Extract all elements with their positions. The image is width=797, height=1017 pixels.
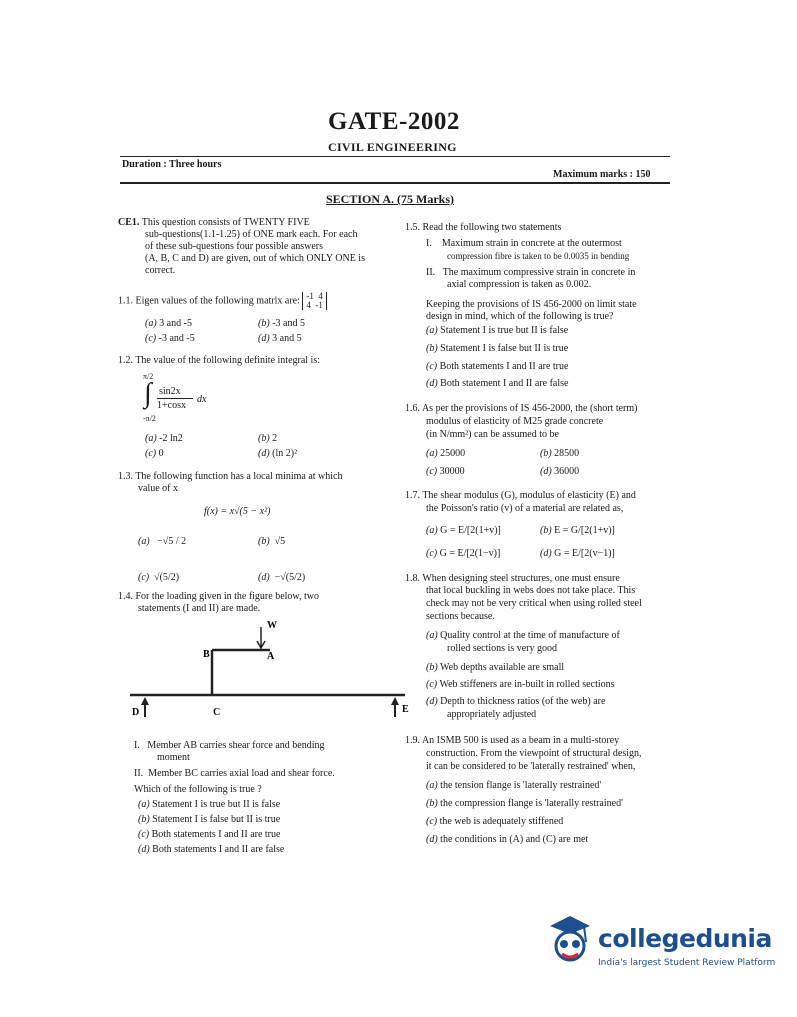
q1-4-option-a: (a) Statement I is true but II is false: [138, 799, 281, 810]
q1-1-matrix-row-2: 4 -1: [306, 300, 323, 310]
q1-5-line-a: Keeping the provisions of IS 456-2000 on limit state: [426, 299, 637, 310]
intro-line-2: sub-questions(1.1-1.25) of ONE mark each. For each: [145, 229, 358, 240]
q1-8-number: 1.8.: [405, 573, 420, 584]
q1-7-option-b: (b) E = G/[2(1+v)]: [540, 525, 615, 536]
q1-1-option-c: (c) -3 and -5: [145, 333, 195, 344]
intro-line-5: correct.: [145, 265, 176, 276]
q1-6-line-2: modulus of elasticity of M25 grade concrete: [426, 416, 604, 427]
q1-1-text: Eigen values of the following matrix are:: [135, 295, 300, 307]
q1-2-lower-limit: -π/2: [143, 414, 156, 423]
q1-8-option-d-cont: appropriately adjusted: [447, 709, 537, 720]
q1-1-option-b: (b) -3 and 5: [258, 318, 305, 329]
q1-8-option-d: (d) Depth to thickness ratios (of the web) are: [426, 696, 606, 707]
q1-8-stem: [405, 573, 620, 585]
q1-5-statement-1-cont: compression fibre is taken to be 0.0035 in bending: [447, 251, 630, 261]
q1-9-option-d: (d) the conditions in (A) and (C) are met: [426, 834, 589, 845]
q1-8-option-c: (c) Web stiffeners are in-built in rolled sections: [426, 679, 615, 690]
q1-8-option-a-cont: rolled sections is very good: [447, 643, 557, 654]
brand-tagline: India's largest Student Review Platform: [598, 958, 776, 968]
intro-line-1: This question consists of TWENTY FIVE: [141, 217, 310, 228]
q1-4-line-1: For the loading given in the figure below, two: [135, 591, 319, 602]
figure-label-b: B: [203, 649, 210, 660]
q1-2-integral-sign: ∫: [144, 378, 152, 409]
q1-6-line-1: As per the provisions of IS 456-2000, the (short term): [421, 403, 638, 414]
intro-block: [118, 217, 393, 229]
q1-1-number: 1.1.: [118, 295, 133, 307]
q1-3-number: 1.3.: [118, 471, 133, 482]
q1-7-number: 1.7.: [405, 490, 420, 501]
q1-7-stem: [405, 490, 636, 502]
q1-7-option-c: (c) G = E/[2(1−v)]: [426, 548, 501, 559]
q1-3-function: f(x) = x√(5 − x²): [204, 506, 271, 517]
q1-5-statement-2-cont: axial compression is taken as 0.002.: [447, 279, 592, 290]
q1-4-prompt: Which of the following is true ?: [134, 784, 262, 795]
q1-5-text: Read the following two statements: [422, 222, 562, 233]
q1-3-line-2: value of x: [138, 483, 178, 494]
header-rule-bottom: [120, 182, 670, 184]
q1-8-option-b: (b) Web depths available are small: [426, 662, 565, 673]
figure-label-c: C: [213, 707, 221, 718]
max-marks-text: Maximum marks : 150: [553, 169, 651, 180]
q1-5-option-d: (d) Both statement I and II are false: [426, 378, 569, 389]
figure-label-d: D: [132, 707, 140, 718]
q1-3-option-a: (a) −√5 / 2: [138, 536, 187, 547]
q1-9-line-2: construction. From the viewpoint of structural design,: [426, 748, 642, 759]
q1-4-statement-2: II. Member BC carries axial load and shear force.: [134, 768, 335, 779]
q1-1-matrix: [302, 292, 327, 310]
duration-text: Duration : Three hours: [122, 159, 222, 170]
q1-2-fraction-bar: [157, 398, 193, 399]
intro-number: CE1.: [118, 217, 140, 228]
q1-4-figure: [130, 615, 420, 730]
q1-6-option-a: (a) 25000: [426, 448, 466, 459]
q1-2-upper-limit: π/2: [143, 372, 154, 381]
page-subtitle: CIVIL ENGINEERING: [328, 140, 457, 154]
q1-9-number: 1.9.: [405, 735, 420, 746]
q1-6-option-d: (d) 36000: [540, 466, 580, 477]
q1-5-option-c: (c) Both statements I and II are true: [426, 361, 569, 372]
q1-5-statement-2: II. The maximum compressive strain in concrete in: [426, 267, 636, 278]
q1-8-line-3: check may not be very critical when using rolled steel: [426, 598, 642, 609]
brand-name: collegedunia: [598, 924, 772, 953]
q1-2-option-b: (b) 2: [258, 433, 278, 444]
q1-9-stem: [405, 735, 619, 747]
page-title: GATE-2002: [328, 108, 460, 135]
q1-7-option-a: (a) G = E/[2(1+v)]: [426, 525, 501, 536]
q1-7-option-d: (d) G = E/[2(v−1)]: [540, 548, 615, 559]
q1-5-number: 1.5.: [405, 222, 420, 233]
q1-6-option-c: (c) 30000: [426, 466, 465, 477]
q1-8-line-2: that local buckling in webs does not take place. This: [426, 585, 636, 596]
header-rule-top: [120, 156, 670, 157]
q1-3-line-1: The following function has a local minima at which: [135, 471, 343, 482]
figure-label-a: A: [267, 651, 275, 662]
q1-4-line-2: statements (I and II) are made.: [138, 603, 261, 614]
q1-3-option-c: (c) √(5/2): [138, 572, 180, 583]
figure-label-e: E: [402, 704, 409, 715]
q1-2-dx: dx: [197, 394, 207, 405]
q1-7-line-2: the Poisson's ratio (v) of a material are related as,: [426, 503, 624, 514]
q1-5-statement-1: I. Maximum strain in concrete at the outermost: [426, 238, 622, 249]
q1-5-option-b: (b) Statement I is false but II is true: [426, 343, 569, 354]
q1-8-option-a: (a) Quality control at the time of manufacture of: [426, 630, 620, 641]
q1-2-integral: [143, 372, 243, 428]
q1-4-statement-1: I. Member AB carries shear force and bending: [134, 740, 325, 751]
q1-2-numerator: sin2x: [159, 386, 181, 397]
intro-line-4: (A, B, C and D) are given, out of which ONLY ONE is: [145, 253, 365, 264]
intro-line-3: of these sub-questions four possible answers: [145, 241, 324, 252]
q1-4-number: 1.4.: [118, 591, 133, 602]
q1-3-option-b: (b) √5: [258, 536, 286, 547]
q1-4-statement-1-cont: moment: [157, 752, 190, 763]
q1-5-stem: [405, 222, 561, 234]
brand-logo[interactable]: [540, 912, 780, 972]
q1-8-line-1: When designing steel structures, one must ensure: [422, 573, 620, 584]
q1-2-denominator: 1+cosx: [157, 400, 186, 411]
section-heading: SECTION A. (75 Marks): [326, 192, 455, 206]
q1-2-option-d: (d) (ln 2)²: [258, 448, 298, 459]
q1-1-option-d: (d) 3 and 5: [258, 333, 302, 344]
q1-3-stem: [118, 471, 343, 483]
q1-1-matrix-row-1: -1 4: [306, 291, 323, 301]
q1-4-option-d: (d) Both statements I and II are false: [138, 844, 285, 855]
q1-6-line-3: (in N/mm²) can be assumed to be: [426, 429, 559, 440]
q1-9-option-b: (b) the compression flange is 'laterally restrained': [426, 798, 623, 809]
q1-1-option-a: (a) 3 and -5: [145, 318, 192, 329]
q1-5-option-a: (a) Statement I is true but II is false: [426, 325, 569, 336]
support-e-arrowhead: [391, 697, 399, 705]
q1-4-stem: [118, 591, 319, 603]
q1-9-option-a: (a) the tension flange is 'laterally restrained': [426, 780, 602, 791]
q1-5-line-b: design in mind, which of the following is true?: [426, 311, 614, 322]
q1-4-option-b: (b) Statement I is false but II is true: [138, 814, 281, 825]
q1-7-line-1: The shear modulus (G), modulus of elasticity (E) and: [422, 490, 636, 501]
q1-2-text: The value of the following definite integral is:: [135, 355, 320, 366]
figure-label-w: W: [267, 620, 277, 631]
q1-9-line-3: it can be considered to be 'laterally restrained' when,: [426, 761, 636, 772]
q1-4-option-c: (c) Both statements I and II are true: [138, 829, 281, 840]
q1-2-option-c: (c) 0: [145, 448, 164, 459]
q1-2-option-a: (a) -2 ln2: [145, 433, 183, 444]
support-d-arrowhead: [141, 697, 149, 705]
q1-2-number: 1.2.: [118, 355, 133, 366]
q1-2-stem: [118, 355, 320, 367]
q1-6-stem: [405, 403, 637, 415]
brand-mascot-icon: [540, 912, 596, 968]
q1-1-stem: [118, 292, 327, 310]
q1-3-option-d: (d) −√(5/2): [258, 572, 306, 583]
q1-9-option-c: (c) the web is adequately stiffened: [426, 816, 564, 827]
q1-6-option-b: (b) 28500: [540, 448, 580, 459]
q1-6-number: 1.6.: [405, 403, 420, 414]
q1-9-line-1: An ISMB 500 is used as a beam in a multi-storey: [421, 735, 620, 746]
q1-8-line-4: sections because.: [426, 611, 495, 622]
